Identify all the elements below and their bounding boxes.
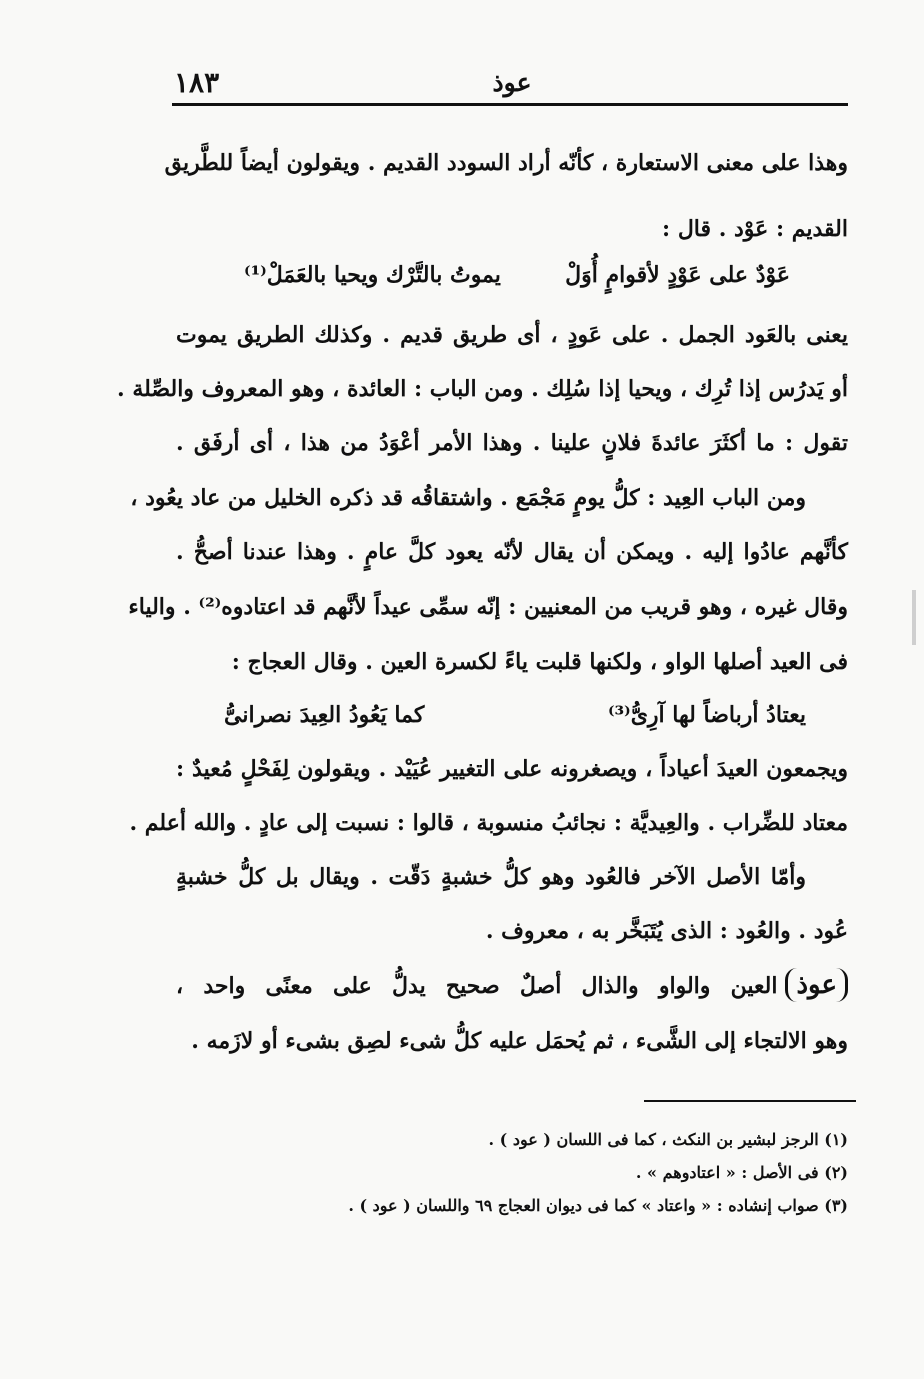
text-line: القديم : عَوْد . قال : (662, 216, 848, 242)
footnote: (٣) صواب إنشاده : « واعتاد » كما فى ديوان العجاج ٦٩ واللسان ( عود ) . (348, 1196, 848, 1215)
verse-hemistich-left: يموتُ بالتَّرْك ويحيا بالعَمَلْ⁽¹⁾ (244, 262, 501, 288)
footnote: (٢) فى الأصل : « اعتادوهم » . (635, 1163, 848, 1182)
text-line: فى العيد أصلها الواو ، ولكنها قلبت ياءً لكسرة العين . وقال العجاج : (231, 649, 848, 675)
text-line: ويجمعون العيدَ أعياداً ، ويصغرونه على التغيير عُيَيْد . ويقولون لِفَحْلٍ مُعيدٌ : (176, 756, 848, 782)
verse-hemistich-right: يعتادُ أرباضاً لها آرِىُّ⁽³⁾ (607, 702, 806, 728)
entry-line (176, 968, 848, 1003)
text-line: وهو الالتجاء إلى الشَّىء ، ثم يُحمَل عليه كلُّ شىء لصِق بشىء أو لازَمه . (191, 1028, 848, 1054)
page-number: ١٨٣ (174, 66, 220, 99)
text-line: أو يَدرُس إذا تُرِك ، ويحيا إذا سُلِك . ومن الباب : العائدة ، وهو المعروف والصِّلة . (117, 376, 848, 402)
text-line: وقال غيره ، وهو قريب من المعنيين : إنّه سمِّى عيداً لأنَّهم قد اعتادوه⁽²⁾ . والياء (128, 594, 848, 620)
text-line: ومن الباب العِيد : كلُّ يومٍ مَجْمَع . واشتقاقُه قد ذكره الخليل من عاد يعُود ، (130, 485, 806, 511)
verse-hemistich-right: عَوْدٌ على عَوْدٍ لأقوامٍ أُوَلْ (565, 262, 790, 288)
verse-hemistich-left: كما يَعُودُ العِيدَ نصرانىُّ (224, 702, 425, 728)
text-line: كأنَّهم عادُوا إليه . ويمكن أن يقال لأنّه يعود كلَّ عامٍ . وهذا عندنا أصحُّ . (176, 539, 848, 565)
text-line: وأمّا الأصل الآخر فالعُود وهو كلُّ خشبةٍ دَقّت . ويقال بل كلُّ خشبةٍ (176, 864, 806, 890)
entry-heading: عوذ (785, 968, 848, 1002)
text-line: عُود . والعُود : الذى يُتَبَخَّر به ، معروف . (485, 918, 848, 944)
page-edge-shadow (912, 590, 916, 645)
running-head (174, 66, 850, 102)
header-rule (172, 103, 848, 106)
text-line: تقول : ما أكثَرَ عائدةَ فلانٍ علينا . وهذا الأمر أعْوَدُ من هذا ، أى أرفَق . (176, 430, 848, 456)
entry-line-text: العين والواو والذال أصلٌ صحيح يدلُّ على معنًى واحد ، (176, 973, 778, 999)
text-line: معتاد للضِّراب . والعِيديَّة : نجائبُ منسوبة ، قالوا : نسبت إلى عادٍ . والله أعلم . (129, 810, 848, 836)
footnote: (١) الرجز لبشير بن النكث ، كما فى اللسان ( عود ) . (488, 1130, 848, 1149)
entry-root-title: عوذ (492, 68, 532, 97)
text-line: يعنى بالعَود الجمل . على عَودٍ ، أى طريق قديم . وكذلك الطريق يموت (176, 322, 848, 348)
footnote-rule (644, 1100, 856, 1102)
text-line: وهذا على معنى الاستعارة ، كأنّه أراد السودد القديم . ويقولون أيضاً للطَّريق (164, 150, 848, 176)
